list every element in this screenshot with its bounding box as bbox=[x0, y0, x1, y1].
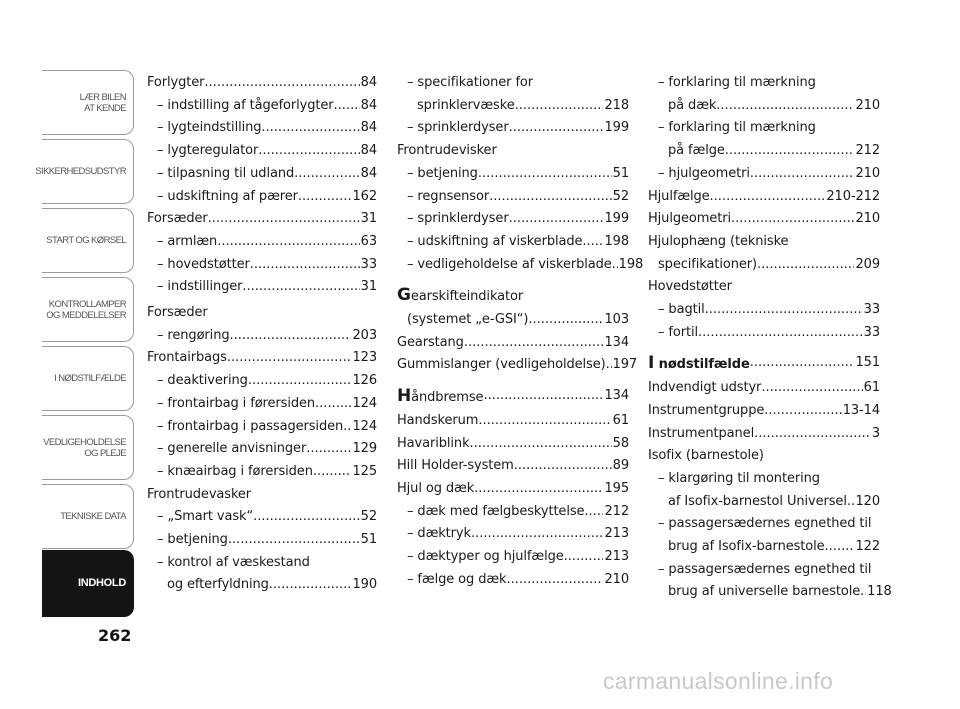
index-entry: Gummislanger (vedligeholdelse) ..... 197 bbox=[397, 354, 629, 377]
index-entry: – rengøring ..... 203 bbox=[147, 325, 377, 348]
index-entry: Instrumentgruppe ..... 13-14 bbox=[648, 400, 880, 423]
index-entry: brug af Isofix-barnestole ..... 122 bbox=[648, 536, 880, 559]
section-letter-h: H bbox=[397, 386, 412, 407]
index-entry: – indstillinger ..... 31 bbox=[147, 276, 377, 299]
tab-sikkerhedsudstyr[interactable] bbox=[35, 139, 134, 204]
index-entry: Hjul og dæk ..... 195 bbox=[397, 478, 629, 501]
index-entry: – sprinklerdyser ..... 199 bbox=[397, 117, 629, 140]
section-letter-g: G bbox=[397, 285, 411, 306]
index-entry: – frontairbag i førersiden ..... 124 bbox=[147, 393, 377, 416]
index-entry: og efterfyldning ..... 190 bbox=[147, 574, 377, 597]
tab-label-line2: AT KENDE bbox=[84, 102, 126, 114]
tab-kontrollamper[interactable] bbox=[42, 277, 134, 342]
index-entry: Hill Holder-system ..... 89 bbox=[397, 455, 629, 478]
index-entry: – fortil ..... 33 bbox=[648, 322, 880, 345]
tab-label-line1: SIKKERHEDSUDSTYR bbox=[35, 166, 126, 177]
index-entry-heading: – passagersædernes egnethed til bbox=[658, 516, 872, 532]
index-entry: – dæk med fælgbeskyttelse ..... 212 bbox=[397, 501, 629, 524]
tab-start-og-korsel[interactable] bbox=[42, 208, 134, 273]
index-entry: (systemet „e-GSI“) ..... 103 bbox=[397, 309, 629, 332]
index-entry: – indstilling af tågeforlygter ..... 84 bbox=[147, 95, 377, 118]
index-entry: Indvendigt udstyr ..... 61 bbox=[648, 377, 880, 400]
index-entry: – bagtil ..... 33 bbox=[648, 299, 880, 322]
index-entry: – tilpasning til udland ..... 84 bbox=[147, 163, 377, 186]
tab-label-line1: VEDLIGEHOLDELSE bbox=[43, 436, 126, 448]
index-entry-heading: Frontrudevasker bbox=[147, 486, 252, 502]
tab-laer-bilen[interactable] bbox=[42, 70, 134, 135]
index-entry: – regnsensor ..... 52 bbox=[397, 186, 629, 209]
index-entry: Handskerum ..... 61 bbox=[397, 410, 629, 433]
index-entry-heading: Hjulophæng (tekniske bbox=[648, 233, 789, 249]
tab-tekniske-data[interactable] bbox=[42, 484, 134, 549]
index-entry-heading: Gearskifteindikator bbox=[397, 285, 524, 306]
page-number: 262 bbox=[98, 626, 132, 645]
index-entry: I nødstilfælde ..... 151 bbox=[648, 352, 880, 377]
index-entry: – generelle anvisninger ..... 129 bbox=[147, 438, 377, 461]
tab-label-line1: LÆR BILEN bbox=[79, 91, 126, 103]
index-entry: – hjulgeometri ..... 210 bbox=[648, 163, 880, 186]
index-column-3 bbox=[648, 72, 892, 604]
index-entry: Havariblink ..... 58 bbox=[397, 433, 629, 456]
index-entry: – betjening ..... 51 bbox=[147, 529, 377, 552]
index-column-1 bbox=[147, 72, 377, 597]
index-entry: – dæktyper og hjulfælge ..... 213 bbox=[397, 546, 629, 569]
index-entry: – udskiftning af viskerblade ..... 198 bbox=[397, 231, 629, 254]
index-entry: Håndbremse ..... 134 bbox=[397, 385, 629, 410]
index-entry: – deaktivering ..... 126 bbox=[147, 370, 377, 393]
index-entry-heading: – forklaring til mærkning bbox=[658, 75, 816, 90]
index-entry: – lygteindstilling ..... 84 bbox=[147, 117, 377, 140]
index-entry-heading: – kontrol af væskestand bbox=[157, 554, 310, 570]
index-entry-heading: – passagersædernes egnethed til bbox=[658, 561, 872, 577]
tab-indhold[interactable] bbox=[42, 550, 134, 617]
index-entry: – hovedstøtter ..... 33 bbox=[147, 254, 377, 277]
tab-label-line1: INDHOLD bbox=[77, 577, 126, 589]
tab-label-line1: I NØDSTILFÆLDE bbox=[54, 373, 126, 384]
index-entry: Hjulfælge ..... 210-212 bbox=[648, 186, 880, 209]
index-entry: Gearstang ..... 134 bbox=[397, 332, 629, 355]
index-entry: brug af universelle barnestole ..... 118 bbox=[648, 581, 880, 604]
index-entry-heading: Frontrudevisker bbox=[397, 143, 497, 159]
tab-label-line1: TEKNISKE DATA bbox=[60, 511, 126, 522]
index-entry: – udskiftning af pærer ..... 162 bbox=[147, 186, 377, 209]
tab-label-line2: OG PLEJE bbox=[84, 447, 126, 459]
index-entry: – frontairbag i passagersiden ..... 124 bbox=[147, 416, 377, 439]
index-entry: Frontairbags ..... 123 bbox=[147, 347, 377, 370]
tab-label-line1: START OG KØRSEL bbox=[46, 235, 126, 246]
index-entry: Instrumentpanel ..... 3 bbox=[648, 423, 880, 446]
watermark: carmanualsonline.info bbox=[603, 668, 834, 694]
index-entry-heading: Forsæder bbox=[147, 305, 208, 321]
index-entry: Forsæder ..... 31 bbox=[147, 208, 377, 231]
index-entry: Forlygter ..... 84 bbox=[147, 72, 377, 95]
tab-label-line2: OG MEDDELELSER bbox=[46, 309, 126, 321]
index-entry: Hjulgeometri ..... 210 bbox=[648, 208, 880, 231]
index-entry: på dæk ..... 210 bbox=[648, 95, 880, 118]
index-entry-heading: Hovedstøtter bbox=[648, 279, 732, 295]
index-entry: – vedligeholdelse af viskerblade ..... 198 bbox=[397, 254, 629, 277]
index-entry: – lygteregulator ..... 84 bbox=[147, 140, 377, 163]
section-letter-i: I bbox=[648, 353, 655, 374]
tab-vedligeholdelse[interactable] bbox=[42, 415, 134, 480]
index-entry: – betjening ..... 51 bbox=[397, 163, 629, 186]
index-entry: af Isofix-barnestol Universel ..... 120 bbox=[648, 491, 880, 514]
index-entry: – armlæn ..... 63 bbox=[147, 231, 377, 254]
index-entry-heading: – klargøring til montering bbox=[658, 470, 820, 486]
index-entry: – fælge og dæk ..... 210 bbox=[397, 569, 629, 592]
index-entry: – knæairbag i førersiden ..... 125 bbox=[147, 461, 377, 484]
tab-i-nodstilfaelde[interactable] bbox=[42, 346, 134, 411]
index-column-2 bbox=[397, 72, 644, 591]
index-entry-heading: – forklaring til mærkning bbox=[658, 120, 816, 136]
index-entry: specifikationer) ..... 209 bbox=[648, 254, 880, 277]
index-entry-heading: – specifikationer for bbox=[407, 75, 534, 90]
index-entry: – sprinklerdyser ..... 199 bbox=[397, 208, 629, 231]
index-entry: – „Smart vask“ ..... 52 bbox=[147, 506, 377, 529]
index-entry: – dæktryk ..... 213 bbox=[397, 523, 629, 546]
index-entry-heading: Isofix (barnestole) bbox=[648, 448, 764, 464]
index-entry: på fælge ..... 212 bbox=[648, 140, 880, 163]
index-entry: sprinklervæske ..... 218 bbox=[397, 95, 629, 118]
tab-label-line1: KONTROLLAMPER bbox=[48, 298, 126, 310]
